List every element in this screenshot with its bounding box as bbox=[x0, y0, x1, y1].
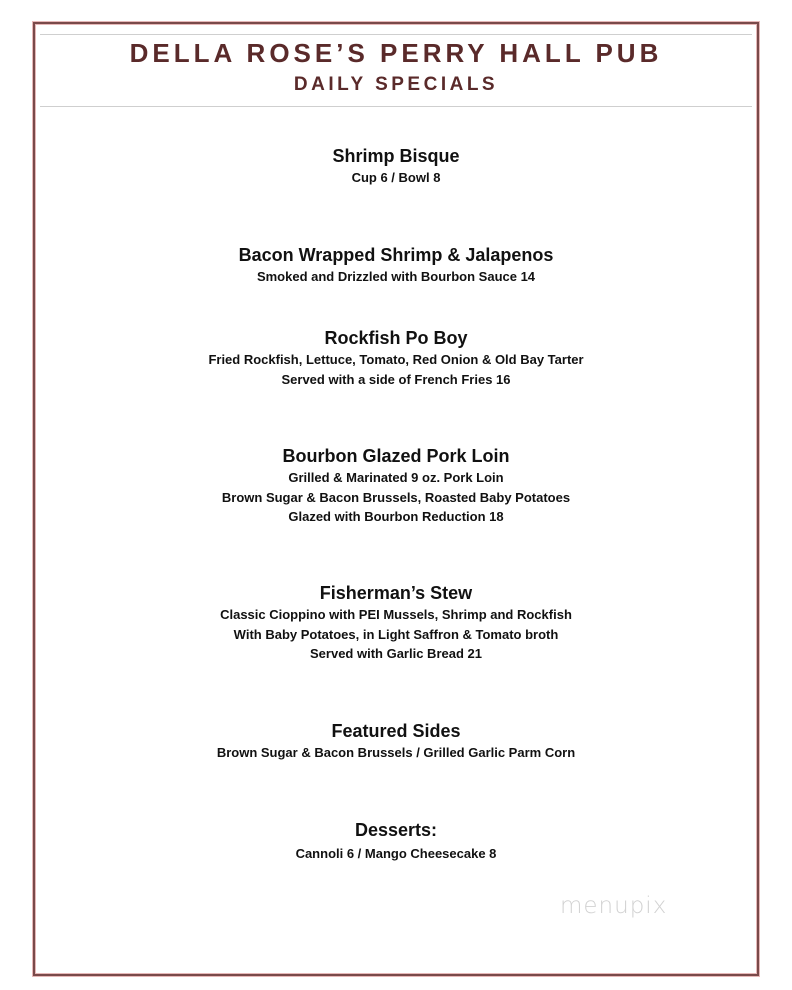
item-name: Bacon Wrapped Shrimp & Jalapenos bbox=[238, 245, 554, 265]
item-name: Desserts: bbox=[354, 820, 438, 840]
item-desc: Cup 6 / Bowl 8 bbox=[351, 170, 441, 185]
menu-item bbox=[0, 819, 792, 864]
menu-item bbox=[0, 244, 792, 287]
item-desc: Served with a side of French Fries 16 bbox=[281, 371, 511, 387]
menu-item bbox=[0, 720, 792, 763]
item-name: Shrimp Bisque bbox=[332, 146, 460, 166]
restaurant-name: DELLA ROSE’S PERRY HALL PUB bbox=[129, 38, 663, 68]
menu-subtitle: DAILY SPECIALS bbox=[293, 74, 499, 95]
item-desc: With Baby Potatoes, in Light Saffron & Tomato broth bbox=[233, 626, 559, 642]
item-desc: Fried Rockfish, Lettuce, Tomato, Red Onion & Old Bay Tarter bbox=[208, 352, 584, 367]
item-name: Fisherman’s Stew bbox=[319, 583, 473, 603]
header-rule-top bbox=[40, 34, 752, 35]
item-name: Bourbon Glazed Pork Loin bbox=[282, 446, 510, 466]
item-desc: Smoked and Drizzled with Bourbon Sauce 14 bbox=[256, 269, 536, 284]
menu-item bbox=[0, 582, 792, 664]
item-name: Featured Sides bbox=[331, 721, 461, 741]
watermark-logo: menupix bbox=[560, 893, 668, 919]
item-desc: Glazed with Bourbon Reduction 18 bbox=[288, 509, 504, 524]
menu-item bbox=[0, 327, 792, 389]
item-desc: Brown Sugar & Bacon Brussels / Grilled Garlic Parm Corn bbox=[216, 745, 576, 760]
item-name: Rockfish Po Boy bbox=[324, 328, 468, 348]
item-desc: Served with Garlic Bread 21 bbox=[310, 646, 482, 661]
item-desc: Grilled & Marinated 9 oz. Pork Loin bbox=[288, 470, 504, 485]
menu-item bbox=[0, 145, 792, 188]
header-rule-bottom bbox=[40, 106, 752, 107]
item-desc: Classic Cioppino with PEI Mussels, Shrimp and Rockfish bbox=[220, 607, 572, 622]
item-desc: Brown Sugar & Bacon Brussels, Roasted Baby Potatoes bbox=[221, 489, 571, 505]
item-desc: Cannoli 6 / Mango Cheesecake 8 bbox=[295, 846, 497, 861]
menu-item bbox=[0, 445, 792, 527]
